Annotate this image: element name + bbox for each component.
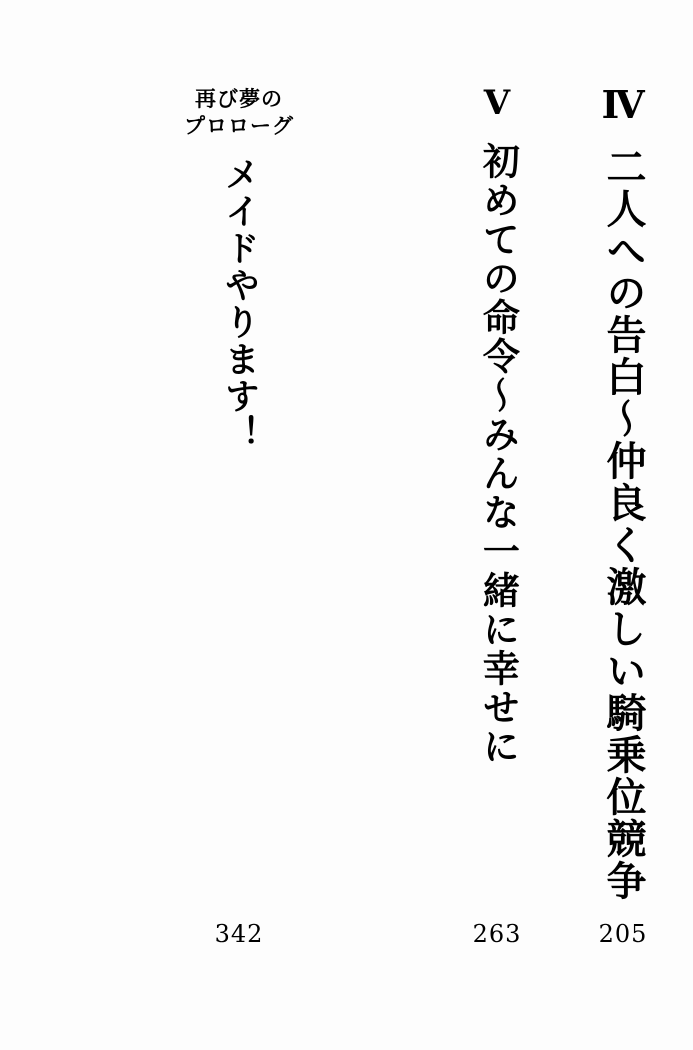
page-number: 205 <box>598 920 648 948</box>
toc-entry[interactable] <box>553 82 693 966</box>
page-number: 342 <box>214 920 264 948</box>
toc-entry[interactable] <box>441 83 553 966</box>
chapter-number: Ⅴ <box>483 83 511 123</box>
chapter-title: 初めての命令〜みんな一緒に幸せに <box>476 142 520 766</box>
chapter-title: メイドやります！ <box>219 155 260 452</box>
toc-entry[interactable] <box>165 86 313 966</box>
page-number: 263 <box>472 920 522 948</box>
chapter-number: 再び夢の プロローグ <box>184 87 294 138</box>
chapter-title: 二人への告白〜仲良く激しい騎乗位競争 <box>600 146 646 902</box>
chapter-number: Ⅳ <box>601 82 645 127</box>
